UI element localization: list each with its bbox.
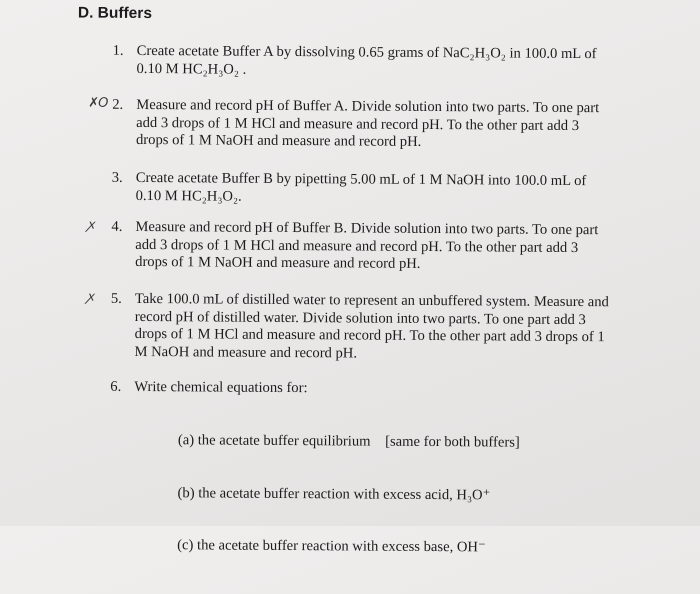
- item-line: 0.10 M HC₂H₃O₂.: [135, 187, 242, 205]
- item-body: [133, 379, 520, 593]
- item-line: Take 100.0 mL of distilled water to represent an unbuffered system. Measure and: [134, 290, 609, 311]
- list-item-5: [86, 289, 671, 369]
- list-item-1: [112, 43, 672, 87]
- item-line: drops of 1 M NaOH and measure and record pH.: [135, 254, 421, 273]
- handwritten-mark: ✗O: [88, 95, 108, 111]
- item-line: Measure and record pH of Buffer B. Divide solution into two parts. To one part: [135, 218, 599, 239]
- list-item-3: [112, 170, 672, 214]
- handwritten-mark: ꭗ: [86, 289, 93, 305]
- item-body: [134, 291, 608, 365]
- item-body: [136, 170, 587, 208]
- item-line: drops of 1 M NaOH and measure and record pH.: [135, 132, 422, 151]
- item-body: [135, 219, 598, 275]
- item-number: 6.: [110, 378, 122, 395]
- item-line: M NaOH and measure and record pH.: [134, 343, 358, 362]
- item-line: add 3 drops of 1 M HCl and measure and record pH. To the other part add 3: [136, 114, 580, 134]
- item-body: [136, 43, 596, 81]
- item-number: 1.: [112, 42, 124, 59]
- item-line: Create acetate Buffer A by dissolving 0.65 grams of NaC₂H₃O₂ in 100.0 mL of: [136, 42, 597, 63]
- subitem-list: [133, 397, 520, 593]
- section-heading: D. Buffers: [77, 4, 153, 23]
- subitem-c: (c) the acetate buffer reaction with excess base, OH⁻: [177, 537, 486, 556]
- item-line: Create acetate Buffer B by pipetting 5.00 mL of 1 M NaOH into 100.0 mL of: [135, 169, 587, 190]
- subitem-a: (a) the acetate buffer equilibrium [same for both buffers]: [177, 432, 520, 451]
- list-item-2: [88, 95, 672, 157]
- item-line: Measure and record pH of Buffer A. Divide solution into two parts. To one part: [136, 96, 600, 117]
- item-number: 4.: [111, 218, 123, 235]
- item-body: [136, 97, 599, 153]
- list-item-4: [87, 217, 671, 279]
- item-number: 3.: [111, 169, 123, 186]
- item-line: drops of 1 M HCl and measure and record pH. To the other part add 3 drops of 1: [134, 326, 605, 346]
- item-number: 5.: [110, 290, 122, 307]
- subitem-b: (b) the acetate buffer reaction with excess acid, H₃O⁺: [177, 484, 491, 503]
- item-line: 0.10 M HC₂H₃O₂ .: [136, 60, 247, 78]
- item-number: 2.: [112, 96, 124, 113]
- item-line: record pH of distilled water. Divide solution into two parts. To one part add 3: [134, 308, 586, 328]
- list-item-6: [110, 378, 671, 556]
- item-line: add 3 drops of 1 M HCl and measure and record pH. To the other part add 3: [135, 236, 579, 256]
- handwritten-mark: ꭗ: [87, 217, 94, 233]
- item-line: Write chemical equations for:: [134, 378, 308, 397]
